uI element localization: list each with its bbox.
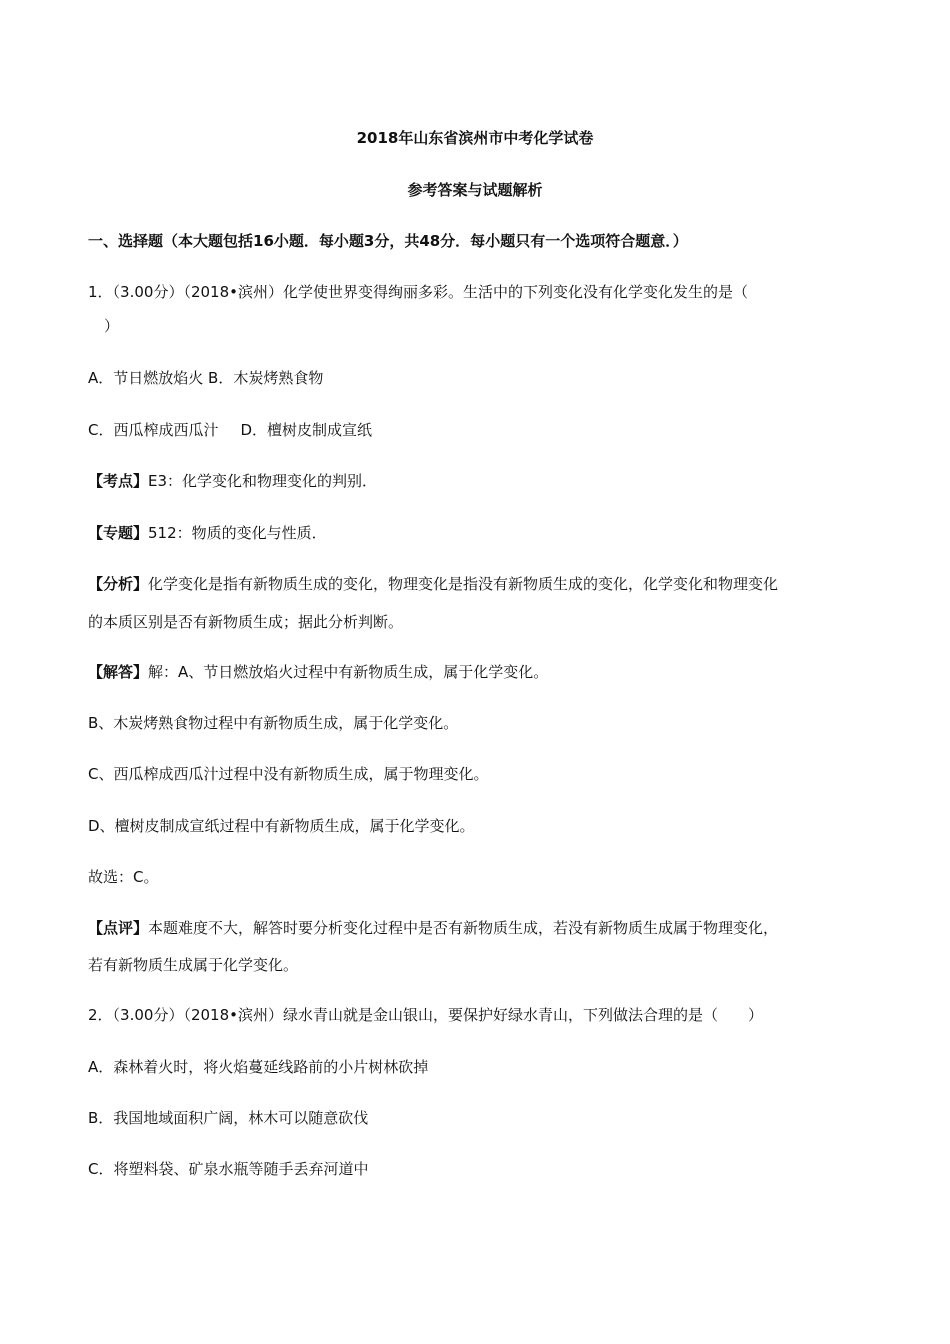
zhuanti-line (88, 523, 327, 543)
jieda-b: B、木炭烤熟食物过程中有新物质生成，属于化学变化。 (88, 714, 459, 732)
zhuanti-tag: 【专题】 (88, 524, 149, 542)
kaodian-text: E3：化学变化和物理变化的判别． (148, 472, 378, 490)
option-c: C．西瓜榨成西瓜汁 (88, 421, 219, 439)
question-1-stem-cont: ） (104, 317, 120, 335)
jieda-a: 解：A、节日燃放焰火过程中有新物质生成，属于化学变化。 (148, 663, 549, 681)
dianping-line-2: 若有新物质生成属于化学变化。 (88, 956, 299, 974)
kaodian-tag: 【考点】 (88, 472, 149, 490)
option-b: B．木炭烤熟食物 (208, 369, 324, 387)
dianping-line (88, 918, 778, 938)
page-subtitle: 参考答案与试题解析 (407, 181, 543, 199)
question-1-stem: 1．（3.00分）（2018•滨州）化学使世界变得绚丽多彩。生活中的下列变化没有化学变化发生的是（ (88, 283, 748, 301)
fenxi-text: 化学变化是指有新物质生成的变化，物理变化是指没有新物质生成的变化，化学变化和物理变化 (148, 575, 779, 593)
answer-line: 故选：C。 (88, 868, 159, 886)
jieda-c: C、西瓜榨成西瓜汁过程中没有新物质生成，属于物理变化。 (88, 765, 489, 783)
fenxi-line-2: 的本质区别是否有新物质生成；据此分析判断。 (88, 613, 404, 631)
zhuanti-text: 512：物质的变化与性质． (148, 524, 327, 542)
jieda-tag: 【解答】 (88, 663, 149, 681)
question-2-stem: 2．（3.00分）（2018•滨州）绿水青山就是金山银山，要保护好绿水青山，下列做法合理的是（ ） (88, 1006, 763, 1024)
question-1-options-cd (88, 420, 372, 440)
option-a: A．节日燃放焰火 (88, 369, 204, 387)
jieda-line (88, 662, 548, 682)
dianping-text: 本题难度不大，解答时要分析变化过程中是否有新物质生成，若没有新物质生成属于物理变化， (148, 919, 779, 937)
dianping-tag: 【点评】 (88, 919, 149, 937)
page-title: 2018年山东省滨州市中考化学试卷 (356, 129, 594, 147)
fenxi-line (88, 574, 778, 594)
question-1-options-ab (88, 368, 323, 388)
question-2-option-c: C．将塑料袋、矿泉水瓶等随手丢弃河道中 (88, 1160, 369, 1178)
question-2-option-b: B．我国地域面积广阔，林木可以随意砍伐 (88, 1109, 369, 1127)
question-2-option-a: A．森林着火时，将火焰蔓延线路前的小片树林砍掉 (88, 1058, 429, 1076)
fenxi-tag: 【分析】 (88, 575, 149, 593)
option-d: D．檀树皮制成宣纸 (240, 421, 373, 439)
kaodian-line (88, 471, 377, 491)
section-heading: 一、选择题（本大题包括16小题．每小题3分，共48分．每小题只有一个选项符合题意．） (88, 232, 688, 250)
jieda-d: D、檀树皮制成宣纸过程中有新物质生成，属于化学变化。 (88, 817, 475, 835)
